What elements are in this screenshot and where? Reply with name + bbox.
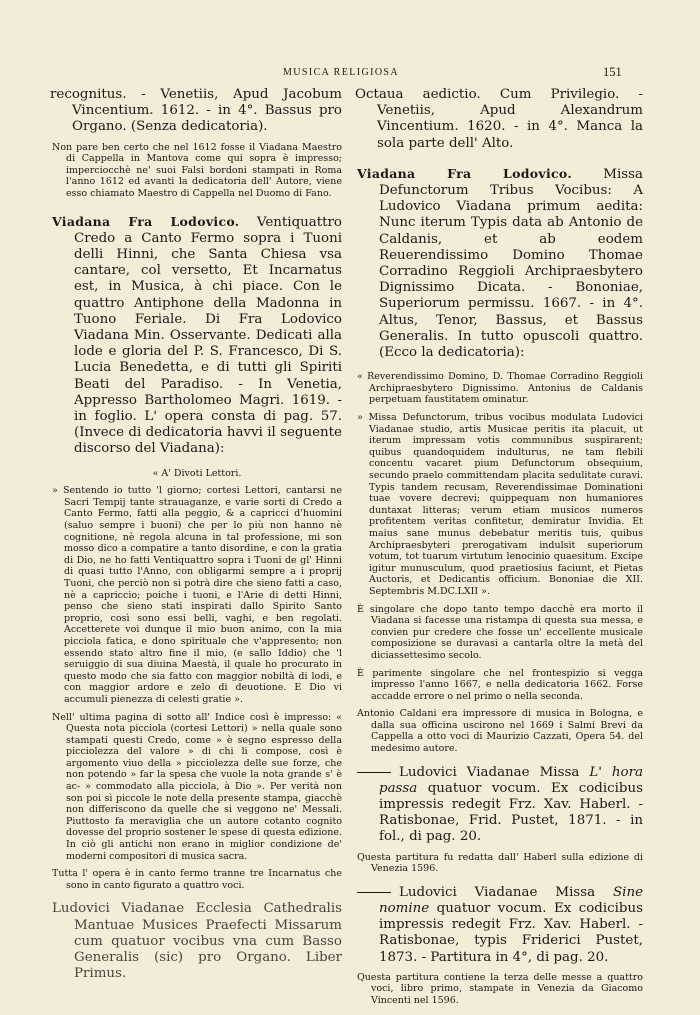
running-title: MUSICA RELIGIOSA [283, 67, 400, 78]
editorial-note: Questa partitura contiene la terza delle messe a quattro voci, libro primo, stampate in Venezia da Giacomo Vincenti nel 1596. [357, 971, 643, 1007]
entry-title-italic: Sine nomine [379, 884, 643, 917]
editorial-note: Non pare ben certo che nel 1612 fosse il Viadana Maestro di Cappella in Mantova come qui sopra è impresso; imperciocchè ne' suoi Falsi bordoni stampati in Roma l'anno 1612 ed avanti la dedicatoria dell' Autore, viene esso chiamato Maestro di Cappella nel Duomo di Fano. [52, 141, 342, 199]
bibliographic-entry: Ludovici Viadanae Ecclesia Cathedralis Mantuae Musices Praefecti Missarum cum quatuor vocibus vna cum Basso Generalis (sic) pro Organo. Liber Primus. [52, 901, 342, 982]
entry-text: Ludovici Viadanae Missa [399, 764, 590, 780]
running-head [0, 67, 700, 81]
editorial-note: È singolare che dopo tanto tempo dacchè era morto il Viadana si facesse una ristampa di questa sua messa, e convien pur credere che fosse un' eccellente musicale composizione se duravasi a cantarla oltre la metà del diciassettesimo secolo. [357, 603, 643, 661]
quoted-dedication: » Missa Defunctorum, tribus vocibus modulata Ludovici Viadanae studio, artis Musicae peritis ita placuit, ut iterum impressam votis communibus suspirarent; quibus quandoquidem indulturus, ne tam flebili concentu vacaret pium Defunctorum obsequium, secundo praelo committendam placita sedulitate curavi. Typis tandem recusam, Reverendissimae Dominationi tuae vovere decrevi; quippequam non humaniores duntaxat litteras; verum etiam musicos numeros profitentem veritas confitetur, demiratur Invidia. Et maius sane munus debebatur meritis tuis, quibus Archipraesbyteri prerogativam indulsit superiorum votum, tot tuarum virtutum lenocinio quaesitum. Excipe igitur munusculum, quod praetiosius faciunt, et Pietas Auctoris, et Dedicantis officium. Bononiae die XII. Septembris M.DC.LXII ». [357, 412, 643, 597]
entry-author-label: Viadana Fra Lodovico. [357, 165, 573, 181]
quoted-preface: » Sentendo io tutto 'l giorno; cortesi Lettori, cantarsi ne Sacri Tempij tante strauaganze, e varie sorti di Credo a Canto Fermo, fatti alla peggio, & a capricci d'huomini (saluo sempre i buoni) che per lo più non hanno nè cognitione, nè regola alcuna in tal professione, mi son mosso dico a compatire a tanto disordine, e con la gratia di Dio, ne ho fatti Ventiquattro sopra i Tuoni de gl' Hinni di quasi tutto l'Anno, con obligarmi sempre a i proprij Tuoni, che perciò non si potrà dire che sieno fatti a caso, nè a capriccio; poiche i tuoni, e l'Arie di detti Hinni, penso che sieno stati inspirati dallo Spirito Santo proprio, così sono essi belli, vaghi, e ben regolati. Accetterete voi dunque il mio buon animo, con la mia picciola fatica, e dono spirituale che v'appresento; non essendo stato altro fine il mio, (e sallo Iddio) che 'l seruiggio di sua diuina Maestà, il quale ho procurato in questo modo che sia fatto con maggior nobiltà di lodi, e con maggior ardore e zelo di deuotione. E Dio vi accumuli pienezza di celesti gratie ». [52, 485, 342, 705]
entry-text: Ludovici Viadanae Missa [399, 884, 613, 900]
bibliographic-entry [357, 765, 643, 846]
quoted-dedication: « Reverendissimo Domino, D. Thomae Corradino Reggioli Archipraesbytero Dignissimo. Antonius de Caldanis perpetuam faustitatem ominatur. [357, 371, 643, 406]
editorial-note: Tutta l' opera è in canto fermo tranne tre Incarnatus che sono in canto figurato a quattro voci. [52, 868, 342, 891]
em-dash-rule [357, 892, 391, 893]
entry-title-italic: L' hora passa [379, 764, 644, 796]
bibliographic-entry-continuation: recognitus. - Venetiis, Apud Jacobum Vincentium. 1612. - in 4°. Bassus pro Organo. (Senza dedicatoria). [50, 87, 342, 135]
bibliographic-entry [357, 885, 643, 966]
right-column [357, 87, 643, 1007]
editorial-note: Antonio Caldani era impressore di musica in Bologna, e dalla sua officina uscirono nel 1669 i Salmi Brevi da Cappella a otto voci di Maurizio Cazzati, Opera 54. del medesimo autore. [357, 708, 643, 755]
editorial-note: È parimente singolare che nel frontespizio si vegga impresso l'anno 1667, e nella dedicatoria 1662. Forse accadde errore o nel primo o nella seconda. [357, 667, 643, 702]
entry-text: quatuor vocum. Ex codicibus impressis redegit Frz. Xav. Haberl. - Ratisbonae, Frid. Pustet, 1871. - in fol., di pag. 20. [379, 780, 643, 845]
bibliographic-entry-continuation: Octaua aedictio. Cum Privilegio. - Venetiis, Apud Alexandrum Vincentium. 1620. - in 4°. Manca la sola parte dell' Alto. [355, 87, 643, 151]
bibliographic-entry [357, 166, 643, 361]
quote-heading: « A' Divoti Lettori. [152, 467, 242, 479]
left-column [52, 87, 342, 982]
entry-text: Missa Defunctorum Tribus Vocibus: A Ludovico Viadana primum aedita: Nunc iterum Typis data ab Antonio de Caldanis, et ab eodem Reuerendissimo Domino Thomae Corradino Reggioli Archipraesbytero Dignissimo Dicata. - Bononiae, Superiorum permissu. 1667. - in 4°. Altus, Tenor, Bassus, et Bassus Generalis. In tutto opuscoli quattro. (Ecco la dedicatoria): [379, 166, 643, 361]
entry-text: quatuor vocum. Ex codicibus impressis redegit Frz. Xav. Haberl. - Ratisbonae, typis Friderici Pustet, 1873. - Partitura in 4°, di pag. 20. [379, 901, 643, 965]
em-dash-rule [357, 772, 391, 773]
bibliographic-entry [52, 214, 342, 458]
page-number: 151 [603, 65, 622, 79]
editorial-note: Nell' ultima pagina di sotto all' Indice così è impresso: « Questa nota picciola (cortesi Lettori) » nella quale sono stampati questi Credo, come » è segno espresso della picciolezza del valore » di chi li compose, così è argomento viuo della » picciolezza delle sue forze, che non potendo » far la spesa che vuole la nota grande s' è ac- » commodato alla picciola, à Dio ». Per verità non son poi sì piccole le note della presente stampa, giacchè non differiscono da quelle che si veggono ne' Messali. Piuttosto fa meraviglia che un autore cotanto cognito dovesse del proprio sostener le spese di questa edizione. In ciò gli antichi non erano in miglior condizione de' moderni compositori di musica sacra. [52, 711, 342, 862]
editorial-note: Questa partitura fu redatta dall' Haberl sulla edizione di Venezia 1596. [357, 851, 643, 875]
entry-text: Ventiquattro Credo a Canto Fermo sopra i Tuoni delli Hinni, che Santa Chiesa vsa cantare, col versetto, Et Incarnatus est, in Musica, à chi piace. Con le quattro Antiphone della Madonna in Tuono Feriale. Di Fra Lodovico Viadana Min. Osservante. Dedicati alla lode e gloria del P. S. Francesco, Di S. Lucia Benedetta, e di tutti gli Spiriti Beati del Paradiso. - In Venetia, Appresso Bartholomeo Magri. 1619. - in foglio. L' opera consta di pag. 57. (Invece di dedicatoria havvi il seguente discorso del Viadana): [74, 214, 342, 457]
entry-author-label: Viadana Fra Lodovico. [52, 213, 240, 229]
